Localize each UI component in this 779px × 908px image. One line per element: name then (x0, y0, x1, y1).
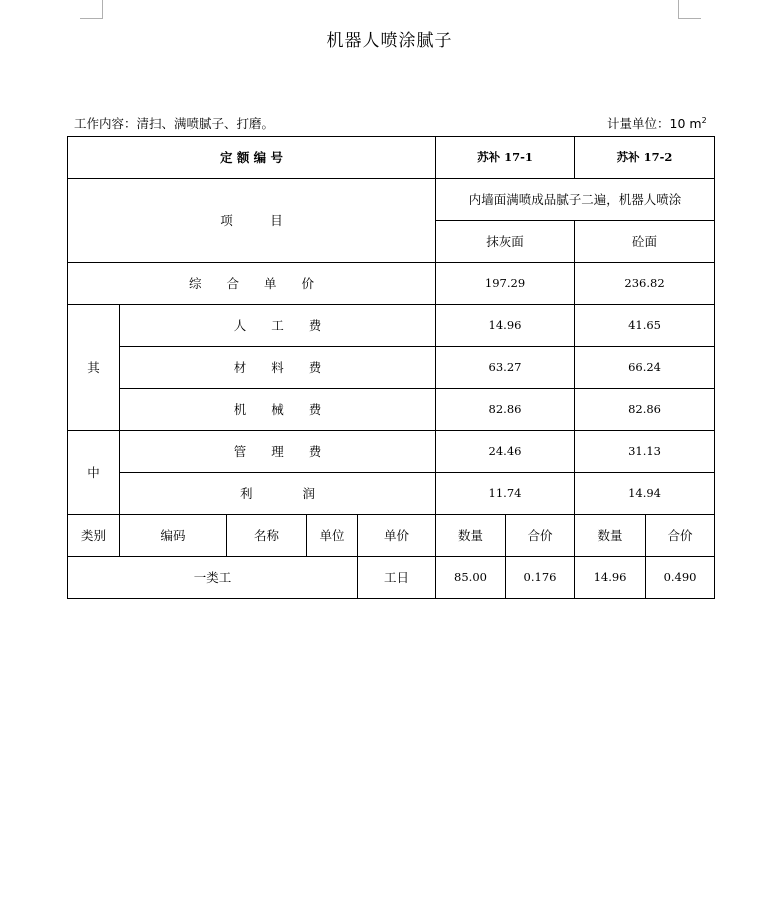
labor-row (68, 557, 715, 599)
col-header: 合价 (506, 515, 575, 557)
breakdown-value: 14.96 (436, 305, 575, 347)
labor-name: 一类工 (68, 557, 358, 599)
breakdown-value: 82.86 (436, 389, 575, 431)
quota-code-1: 苏补 17-1 (436, 137, 575, 179)
breakdown-value: 11.74 (436, 473, 575, 515)
breakdown-row (68, 431, 715, 473)
breakdown-value: 63.27 (436, 347, 575, 389)
quota-table (67, 136, 715, 599)
breakdown-row (68, 473, 715, 515)
breakdown-label: 机 械 费 (120, 389, 436, 431)
page-title: 机器人喷涂腻子 (326, 31, 453, 51)
col-header: 数量 (436, 515, 506, 557)
labor-price: 85.00 (436, 557, 506, 599)
col-header: 单位 (307, 515, 358, 557)
detail-header-row (68, 515, 715, 557)
price-value-1: 197.29 (436, 263, 575, 305)
measure-unit: 计量单位：10 $m^2$ (607, 115, 707, 131)
page-corner-mark-left (80, 0, 103, 19)
col-header: 单价 (358, 515, 436, 557)
item-label: 项 目 (68, 179, 436, 263)
item-sub-2: 砼面 (575, 221, 715, 263)
breakdown-row (68, 305, 715, 347)
breakdown-label: 人 工 费 (120, 305, 436, 347)
quota-no-label: 定 额 编 号 (68, 137, 436, 179)
item-sub-1: 抹灰面 (436, 221, 575, 263)
quota-code-2: 苏补 17-2 (575, 137, 715, 179)
breakdown-row (68, 389, 715, 431)
breakdown-value: 66.24 (575, 347, 715, 389)
breakdown-label: 管 理 费 (120, 431, 436, 473)
breakdown-value: 82.86 (575, 389, 715, 431)
breakdown-value: 14.94 (575, 473, 715, 515)
breakdown-qi: 其 (68, 305, 120, 431)
item-row (68, 179, 715, 221)
work-content: 工作内容：清扫、满喷腻子、打磨。 (74, 116, 275, 131)
breakdown-label: 利 润 (120, 473, 436, 515)
col-header: 编码 (120, 515, 227, 557)
breakdown-value: 31.13 (575, 431, 715, 473)
breakdown-label: 材 料 费 (120, 347, 436, 389)
labor-total-1: 14.96 (575, 557, 646, 599)
col-header: 数量 (575, 515, 646, 557)
price-row (68, 263, 715, 305)
breakdown-zhong: 中 (68, 431, 120, 515)
col-header: 名称 (227, 515, 307, 557)
quota-no-row (68, 137, 715, 179)
labor-unit: 工日 (358, 557, 436, 599)
col-header: 类别 (68, 515, 120, 557)
price-value-2: 236.82 (575, 263, 715, 305)
item-description: 内墙面满喷成品腻子二遍，机器人喷涂 (436, 179, 715, 221)
page-corner-mark-right (678, 0, 701, 19)
breakdown-value: 24.46 (436, 431, 575, 473)
price-label: 综 合 单 价 (68, 263, 436, 305)
labor-qty-1: 0.176 (506, 557, 575, 599)
col-header: 合价 (646, 515, 715, 557)
labor-qty-2: 0.490 (646, 557, 715, 599)
breakdown-value: 41.65 (575, 305, 715, 347)
breakdown-row (68, 347, 715, 389)
